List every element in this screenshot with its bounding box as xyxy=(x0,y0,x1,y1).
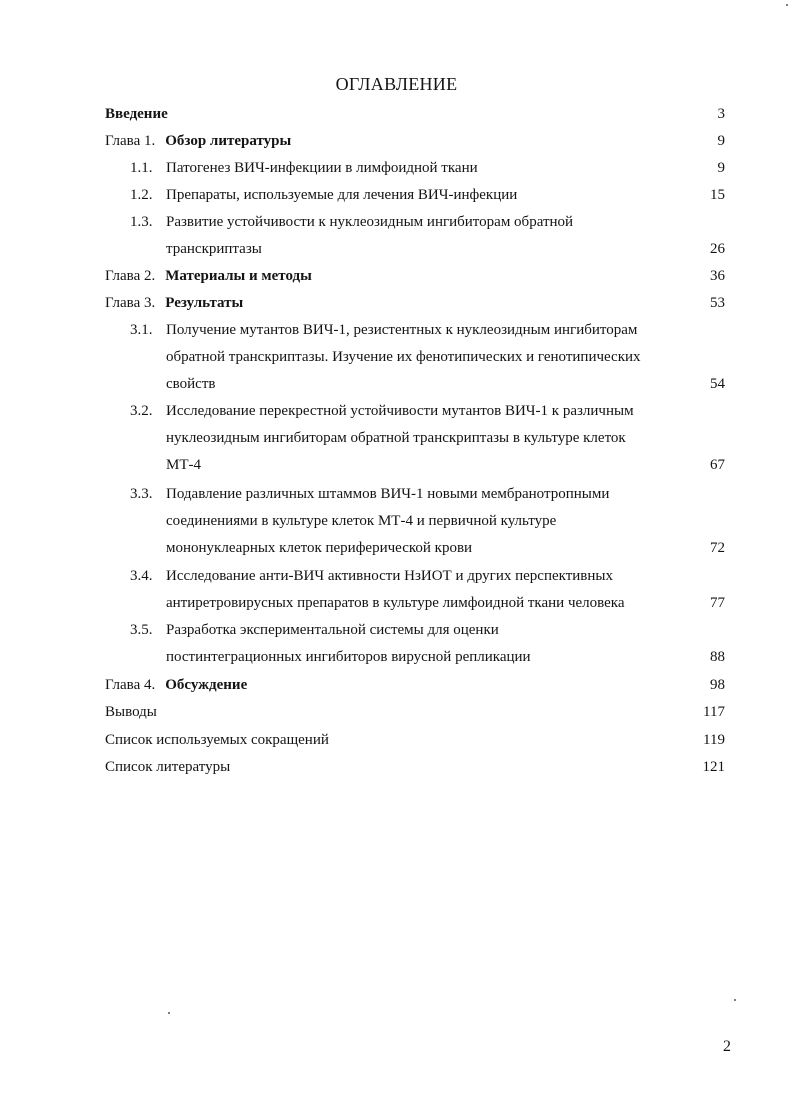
toc-page-number: 53 xyxy=(710,295,725,311)
toc-page-number: 15 xyxy=(710,187,725,203)
scan-speck xyxy=(734,999,736,1001)
chapter-title: Результаты xyxy=(165,295,244,311)
toc-page-number: 9 xyxy=(717,133,725,149)
toc-entry-chapter-1 xyxy=(105,128,291,155)
toc-section-number: 3.5. xyxy=(130,622,153,638)
toc-section-title-line: соединениями в культуре клеток МТ-4 и первичной культуре xyxy=(166,513,557,529)
toc-section-number: 1.1. xyxy=(130,160,153,176)
toc-page-number: 9 xyxy=(717,160,725,176)
toc-entry-chapter-3 xyxy=(105,290,243,317)
page-number: 2 xyxy=(723,1038,731,1055)
toc-section-title-line: Развитие устойчивости к нуклеозидным ингибиторам обратной xyxy=(166,214,574,230)
toc-entry-references: Список литературы xyxy=(105,759,231,775)
toc-section-title-line: Разработка экспериментальной системы для оценки xyxy=(166,622,499,638)
toc-section-number: 3.1. xyxy=(130,322,153,338)
toc-section-number: 3.2. xyxy=(130,403,153,419)
toc-page-number: 72 xyxy=(710,540,725,556)
toc-section-title-line: Исследование перекрестной устойчивости мутантов ВИЧ-1 к различным xyxy=(166,403,634,419)
toc-page-number: 77 xyxy=(710,595,725,611)
chapter-prefix: Глава 4. xyxy=(105,677,156,693)
toc-section-title-line: нуклеозидным ингибиторам обратной транскриптазы в культуре клеток xyxy=(166,430,626,446)
toc-section-title: Патогенез ВИЧ-инфекциии в лимфоидной ткани xyxy=(166,160,478,176)
chapter-prefix: Глава 3. xyxy=(105,295,156,311)
toc-section-title-line: мононуклеарных клеток периферической крови xyxy=(166,540,473,556)
toc-section-title-line: обратной транскриптазы. Изучение их фенотипических и генотипических xyxy=(166,349,641,365)
toc-page-number: 117 xyxy=(703,704,725,720)
toc-entry-introduction: Введение xyxy=(105,106,168,122)
chapter-title: Материалы и методы xyxy=(165,268,312,284)
toc-section-title-line: Получение мутантов ВИЧ-1, резистентных к нуклеозидным ингибиторам xyxy=(166,322,638,338)
toc-section-number: 1.2. xyxy=(130,187,153,203)
toc-entry-abbreviations: Список используемых сокращений xyxy=(105,732,329,748)
scan-speck xyxy=(786,4,788,6)
scan-speck xyxy=(168,1012,170,1014)
toc-page-number: 36 xyxy=(710,268,725,284)
toc-page-number: 119 xyxy=(703,732,725,748)
toc-page-number: 67 xyxy=(710,457,725,473)
toc-section-number: 3.3. xyxy=(130,486,153,502)
toc-section-title: Препараты, используемые для лечения ВИЧ-инфекции xyxy=(166,187,518,203)
toc-section-title-line: Подавление различных штаммов ВИЧ-1 новыми мембранотропными xyxy=(166,486,610,502)
chapter-title: Обсуждение xyxy=(165,677,248,693)
toc-section-title-line: свойств xyxy=(166,376,216,392)
toc-section-number: 3.4. xyxy=(130,568,153,584)
toc-section-title-line: постинтеграционных ингибиторов вирусной репликации xyxy=(166,649,531,665)
toc-entry-chapter-2 xyxy=(105,263,312,290)
toc-entry-conclusions: Выводы xyxy=(105,704,157,720)
toc-page-number: 121 xyxy=(702,759,725,775)
toc-section-number: 1.3. xyxy=(130,214,153,230)
toc-page-number: 26 xyxy=(710,241,725,257)
toc-page-number: 98 xyxy=(710,677,725,693)
toc-page-number: 54 xyxy=(710,376,725,392)
toc-section-title-line: Исследование анти-ВИЧ активности НзИОТ и других перспективных xyxy=(166,568,613,584)
chapter-prefix: Глава 1. xyxy=(105,133,156,149)
toc-page-number: 88 xyxy=(710,649,725,665)
toc-section-title-line: МТ-4 xyxy=(166,457,201,473)
chapter-prefix: Глава 2. xyxy=(105,268,156,284)
chapter-title: Обзор литературы xyxy=(165,133,292,149)
toc-page-number: 3 xyxy=(717,106,725,122)
toc-section-title-line: антиретровирусных препаратов в культуре лимфоидной ткани человека xyxy=(166,595,625,611)
toc-entry-chapter-4 xyxy=(105,672,247,699)
page-title: ОГЛАВЛЕНИЕ xyxy=(335,74,458,94)
toc-section-title-line: транскриптазы xyxy=(166,241,262,257)
